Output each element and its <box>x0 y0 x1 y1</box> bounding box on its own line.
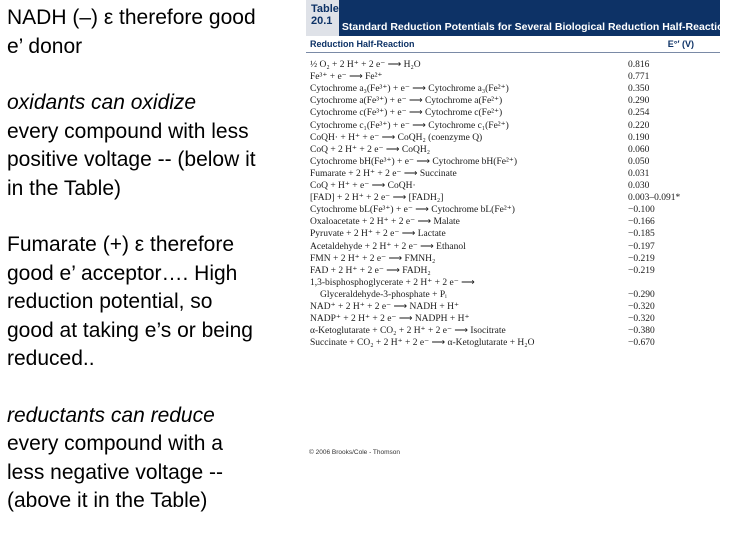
potential-cell: 0.031 <box>628 168 650 179</box>
reduction-potential-table <box>306 0 736 462</box>
potential-cell: 0.060 <box>628 144 650 155</box>
reaction-text: CoQ + 2 H⁺ + 2 e⁻ ⟶ CoQH₂ <box>310 144 431 155</box>
table-header-bar <box>306 0 736 36</box>
reaction-cell <box>310 107 502 119</box>
reaction-cell <box>310 144 430 156</box>
reaction-text: Cytochrome c(Fe³⁺) + e⁻ ⟶ Cytochrome c(Fe²⁺) <box>310 108 503 119</box>
table-row <box>310 132 720 144</box>
reaction-cell <box>310 301 459 313</box>
reaction-cell <box>310 120 509 132</box>
fumarate-line-4: good at taking e’s or being <box>7 318 253 342</box>
potential-cell: −0.100 <box>628 205 655 216</box>
reaction-cell <box>310 228 446 240</box>
fumarate-line-5: reduced.. <box>7 347 95 370</box>
table-row <box>310 156 720 168</box>
reaction-cell <box>310 95 502 107</box>
oxidants-line-4: in the Table) <box>7 176 122 200</box>
reaction-text: FMN + 2 H⁺ + 2 e⁻ ⟶ FMNH₂ <box>310 253 436 264</box>
reaction-cell <box>310 71 382 83</box>
potential-cell: 0.050 <box>628 156 650 167</box>
potential-cell: −0.197 <box>628 241 655 252</box>
potential-cell: −0.219 <box>628 253 655 264</box>
reaction-text: NADP⁺ + 2 H⁺ + 2 e⁻ ⟶ NADPH + H⁺ <box>310 313 470 324</box>
table-row <box>310 144 720 156</box>
potential-cell: −0.320 <box>628 301 655 312</box>
reaction-text: Cytochrome bH(Fe³⁺) + e⁻ ⟶ Cytochrome bH(Fe²⁺) <box>310 156 517 167</box>
reaction-cell <box>310 216 460 228</box>
reaction-cell <box>310 156 517 168</box>
table-row <box>310 301 720 313</box>
reaction-text: CoQ + H⁺ + e⁻ ⟶ CoQH· <box>310 181 416 192</box>
table-row <box>310 168 720 180</box>
table-row <box>310 216 720 228</box>
table-row <box>310 180 720 192</box>
reaction-text: 1,3-bisphosphoglycerate + 2 H⁺ + 2 e⁻ ⟶ <box>310 277 475 288</box>
explanation-text <box>7 4 303 516</box>
reaction-text: Succinate + CO₂ + 2 H⁺ + 2 e⁻ ⟶ α-Ketoglutarate + H₂O <box>310 338 535 349</box>
oxidants-emphasis: oxidants can oxidize <box>7 91 197 114</box>
table-row <box>310 277 720 301</box>
table-row <box>310 59 720 71</box>
reaction-cell <box>310 277 475 301</box>
reaction-cell <box>310 313 470 325</box>
reaction-text: Pyruvate + 2 H⁺ + 2 e⁻ ⟶ Lactate <box>310 229 446 240</box>
reaction-cell <box>310 253 435 265</box>
reaction-cell <box>310 168 457 180</box>
oxidants-line-2: every compound with less <box>7 119 249 143</box>
reductants-heading <box>7 402 303 431</box>
reaction-cell <box>310 241 466 253</box>
reaction-text: [FAD] + 2 H⁺ + 2 e⁻ ⟶ [FADH₂] <box>310 193 444 204</box>
table-row <box>310 228 720 240</box>
potential-cell: −0.166 <box>628 217 655 228</box>
table-row <box>310 192 720 204</box>
potential-cell: 0.771 <box>628 72 650 83</box>
reaction-text: Cytochrome a₃(Fe³⁺) + e⁻ ⟶ Cytochrome a₃(Fe²⁺) <box>310 84 509 95</box>
reaction-text: Acetaldehyde + 2 H⁺ + 2 e⁻ ⟶ Ethanol <box>310 241 466 252</box>
table-row <box>310 313 720 325</box>
column-header-reaction: Reduction Half-Reaction <box>310 39 415 49</box>
table-row <box>310 325 720 337</box>
reaction-text: α-Ketoglutarate + CO₂ + 2 H⁺ + 2 e⁻ ⟶ Isocitrate <box>310 325 506 336</box>
reaction-text: Cytochrome a(Fe³⁺) + e⁻ ⟶ Cytochrome a(Fe²⁺) <box>310 96 503 107</box>
reaction-text: ½ O₂ + 2 H⁺ + 2 e⁻ ⟶ H₂O <box>310 60 421 71</box>
table-row <box>310 107 720 119</box>
reaction-cell <box>310 59 421 71</box>
fumarate-line-2: good e’ acceptor…. High <box>7 261 238 285</box>
table-row <box>310 119 720 131</box>
fumarate-line-3: reduction potential, so <box>7 290 213 313</box>
table-row <box>310 240 720 252</box>
reaction-text: NAD⁺ + 2 H⁺ + 2 e⁻ ⟶ NADH + H⁺ <box>310 301 459 312</box>
reaction-text: Cytochrome c₁(Fe³⁺) + e⁻ ⟶ Cytochrome c₁(Fe²⁺) <box>310 120 509 131</box>
reaction-cell <box>310 132 482 144</box>
potential-cell: −0.320 <box>628 313 655 324</box>
potential-cell: 0.290 <box>628 96 650 107</box>
potential-cell: 0.030 <box>628 181 650 192</box>
table-row <box>310 204 720 216</box>
reductants-emphasis: reductants can reduce <box>7 403 215 427</box>
reaction-cell <box>310 325 506 337</box>
potential-cell: −0.380 <box>628 325 655 336</box>
reductants-line-4: (above it in the Table) <box>7 489 208 512</box>
table-column-headers <box>306 36 720 53</box>
nadh-line-1: NADH (–) ε therefore good <box>7 6 256 29</box>
reaction-cell <box>310 192 443 204</box>
potential-cell: 0.254 <box>628 108 650 119</box>
copyright-notice: © 2006 Brooks/Cole - Thomson <box>309 449 401 456</box>
table-row <box>310 95 720 107</box>
oxidants-line-3: positive voltage -- (below it <box>7 148 256 171</box>
potential-cell: 0.350 <box>628 84 650 95</box>
reaction-cell <box>310 337 534 349</box>
table-body <box>306 53 720 349</box>
reaction-text: Cytochrome bL(Fe³⁺) + e⁻ ⟶ Cytochrome bL(Fe²⁺) <box>310 205 515 216</box>
reaction-cell <box>310 83 509 95</box>
potential-cell: 0.190 <box>628 132 650 143</box>
reaction-cell <box>310 265 431 277</box>
nadh-line-2: e’ donor <box>7 34 83 58</box>
reaction-cell <box>310 180 416 192</box>
reaction-text: CoQH· + H⁺ + e⁻ ⟶ CoQH₂ (coenzyme Q) <box>310 132 483 143</box>
table-title: Standard Reduction Potentials for Several Biological Reduction Half-Reactions <box>341 21 736 33</box>
column-header-potential: E°′ (V) <box>667 39 694 49</box>
table-row <box>310 71 720 83</box>
potential-cell: 0.220 <box>628 120 650 131</box>
potential-cell: −0.219 <box>628 265 655 276</box>
potential-cell: −0.185 <box>628 229 655 240</box>
table-row <box>310 337 720 349</box>
table-row <box>310 83 720 95</box>
reaction-text: FAD + 2 H⁺ + 2 e⁻ ⟶ FADH₂ <box>310 265 431 276</box>
reaction-cell <box>310 204 515 216</box>
reductants-line-3: less negative voltage -- <box>7 460 223 484</box>
table-number: Table 20.1 <box>306 0 339 36</box>
potential-cell: 0.816 <box>628 60 650 71</box>
reaction-text: Fumarate + 2 H⁺ + 2 e⁻ ⟶ Succinate <box>310 168 457 179</box>
table-row <box>310 265 720 277</box>
potential-cell: −0.290 <box>628 289 655 300</box>
table-row <box>310 253 720 265</box>
reaction-text: Oxaloacetate + 2 H⁺ + 2 e⁻ ⟶ Malate <box>310 217 460 228</box>
reaction-text-continuation: Glyceraldehyde-3-phosphate + Pᵢ <box>320 289 447 300</box>
oxidants-heading <box>7 89 303 118</box>
reaction-text: Fe³⁺ + e⁻ ⟶ Fe²⁺ <box>310 72 383 83</box>
potential-cell: 0.003–0.091* <box>628 193 681 204</box>
fumarate-line-1: Fumarate (+) ε therefore <box>7 233 235 256</box>
potential-cell: −0.670 <box>628 338 655 349</box>
reductants-line-2: every compound with a <box>7 432 223 455</box>
